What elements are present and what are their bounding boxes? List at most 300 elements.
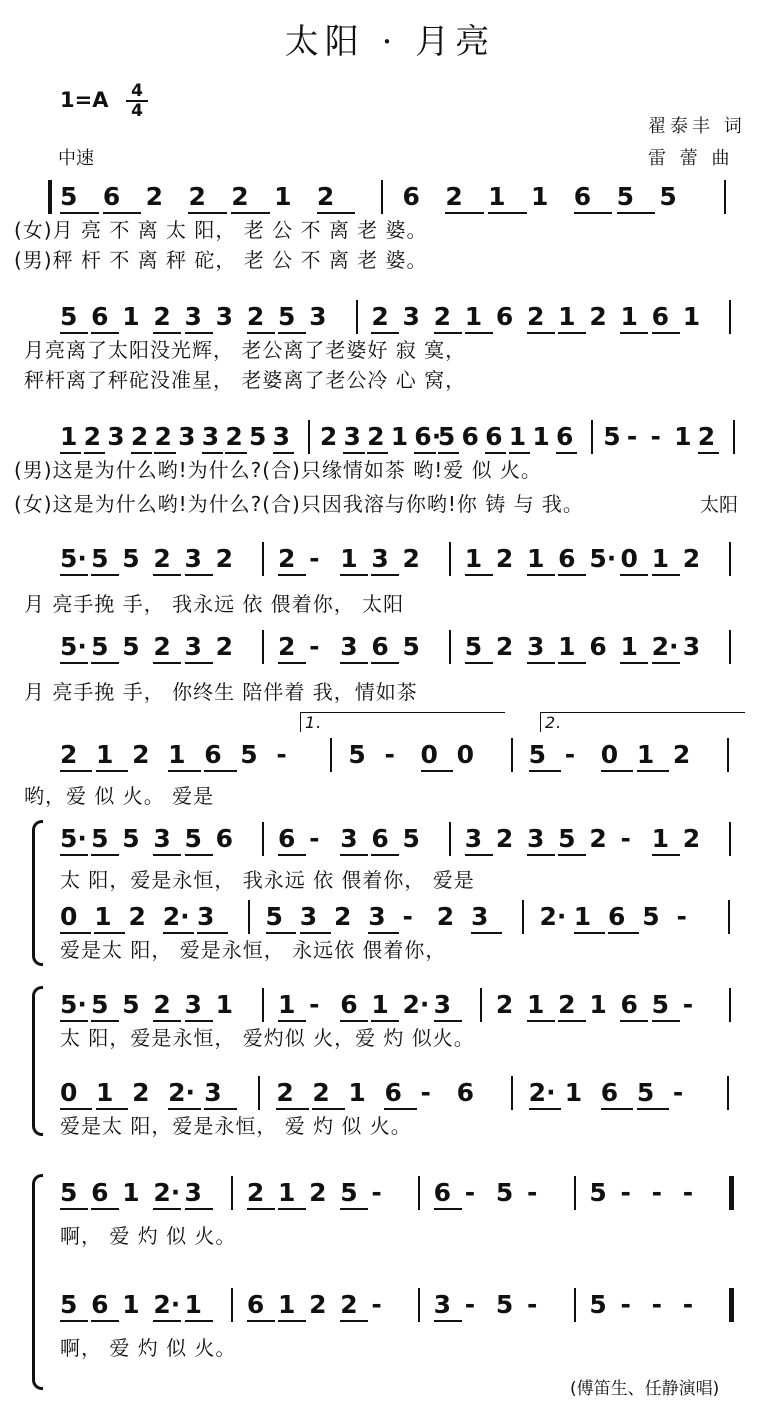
lyric-line: 月亮离了太阳没光辉， 老公离了老婆好 寂 寞， — [24, 338, 467, 362]
note: 3 — [340, 824, 358, 853]
note: 3 — [178, 422, 196, 451]
note: - — [464, 1178, 476, 1207]
note: 1 — [488, 182, 506, 211]
system-brace — [32, 1174, 43, 1390]
note: 2 — [682, 824, 701, 853]
note: 3 — [197, 902, 215, 931]
note: 1 — [674, 422, 692, 451]
bar-line — [308, 420, 310, 454]
song-title: 太阳 · 月亮 — [284, 22, 496, 62]
note: 2 — [132, 740, 150, 769]
beam-underline — [445, 212, 484, 214]
note: 6 — [91, 1178, 109, 1207]
meter-top: 4 — [131, 81, 143, 101]
beam-underline — [204, 770, 236, 772]
beam-underline — [637, 1108, 669, 1110]
note: 3 — [272, 422, 290, 451]
tempo-marking: 中速 — [58, 148, 94, 169]
beam-underline — [527, 662, 555, 664]
note: 6 — [573, 182, 592, 211]
note: 5 — [528, 740, 547, 769]
note: 3 — [184, 544, 202, 573]
beam-underline — [91, 1208, 119, 1210]
note: 2 — [145, 182, 164, 211]
note: - — [676, 902, 687, 931]
note: 3 — [215, 302, 234, 331]
beam-underline — [558, 574, 586, 576]
lyricist-credit: 翟泰丰 词 — [648, 116, 746, 137]
note: 3 — [343, 422, 361, 451]
note: - — [651, 1178, 662, 1207]
bar-line — [574, 1288, 576, 1322]
beam-underline — [60, 1320, 88, 1322]
note: 5 — [122, 824, 140, 853]
note: 5 — [402, 824, 420, 853]
lyric-line: 爱是太 阳，爱是永恒， 爱 灼 似 火。 — [60, 1114, 412, 1138]
note: 5 — [60, 182, 78, 211]
note: 6 — [204, 740, 222, 769]
system-brace — [32, 986, 43, 1136]
note: 6 — [433, 1178, 452, 1207]
note: - — [620, 824, 631, 853]
note: 1 — [371, 990, 389, 1019]
note: - — [672, 1078, 684, 1107]
beam-underline — [652, 574, 680, 576]
note: 1 — [620, 632, 638, 661]
note: 1 — [558, 632, 576, 661]
beam-underline — [558, 1020, 586, 1022]
lyric-line: 秤杆离了秤砣没准星， 老婆离了老公冷 心 窝， — [24, 368, 467, 392]
beam-underline — [185, 662, 213, 664]
beam-underline — [278, 1320, 306, 1322]
note: 2· — [162, 902, 190, 931]
lyric-line: 月 亮手挽 手， 我永远 依 偎着你， 太阳 — [24, 592, 405, 616]
lyric-line: 哟，爱 似 火。 爱是 — [24, 784, 215, 808]
note: 6 — [215, 824, 234, 853]
note: 2 — [445, 182, 463, 211]
note: 5 — [348, 740, 366, 769]
lyric-line: (女)这是为什么哟!为什么?(合)只因我溶与你哟!你 铸 与 我。 — [14, 492, 584, 516]
beam-underline — [185, 1208, 213, 1210]
note: 1 — [184, 1290, 202, 1319]
note: 5 — [402, 632, 420, 661]
note: 2 — [312, 1078, 330, 1107]
beam-underline — [60, 662, 88, 664]
note: 3 — [433, 1290, 452, 1319]
note: 2· — [539, 902, 567, 931]
note: 3 — [402, 302, 420, 331]
note: 2· — [528, 1078, 556, 1107]
note: 5· — [589, 544, 617, 573]
system-brace — [32, 820, 43, 966]
note: 5 — [495, 1178, 514, 1207]
beam-underline — [527, 332, 555, 334]
bar-line — [480, 988, 482, 1022]
note: 5 — [464, 632, 483, 661]
note: 0 — [60, 1078, 78, 1107]
beam-underline — [471, 932, 502, 934]
note: 6 — [620, 990, 638, 1019]
beam-underline — [60, 1208, 88, 1210]
note: 2 — [589, 302, 607, 331]
bar-line — [449, 822, 451, 856]
beam-underline — [637, 770, 669, 772]
note: 6 — [402, 182, 420, 211]
note: 1 — [464, 544, 483, 573]
note: 5 — [60, 1290, 78, 1319]
note: - — [371, 1178, 382, 1207]
bar-line — [381, 180, 383, 214]
note: 2 — [316, 182, 335, 211]
bar-line — [729, 300, 731, 334]
note: 2 — [558, 990, 576, 1019]
beam-underline — [527, 574, 555, 576]
note: 2 — [153, 632, 171, 661]
note: 2 — [672, 740, 691, 769]
note: - — [371, 1290, 382, 1319]
beam-underline — [60, 854, 88, 856]
note: 1 — [340, 544, 358, 573]
note: 6 — [102, 182, 121, 211]
lyric-line: (女)月 亮 不 离 太 阳， 老 公 不 离 老 婆。 — [14, 218, 428, 242]
note: - — [527, 1178, 538, 1207]
note: 6 — [91, 1290, 109, 1319]
note: 2 — [246, 302, 265, 331]
note: 3 — [371, 544, 389, 573]
beam-underline — [558, 854, 586, 856]
note: 6 — [340, 990, 358, 1019]
note: 3 — [204, 1078, 222, 1107]
note: - — [682, 1290, 694, 1319]
note: 5 — [636, 1078, 655, 1107]
note: - — [620, 1178, 631, 1207]
bar-line — [418, 1288, 420, 1322]
note: 2 — [334, 902, 352, 931]
beam-underline — [574, 932, 605, 934]
note: - — [620, 1290, 631, 1319]
note: - — [464, 1290, 476, 1319]
note: 6 — [371, 824, 389, 853]
note: 5 — [603, 422, 621, 451]
note: 3 — [299, 902, 318, 931]
note: 2 — [154, 422, 172, 451]
note: 2 — [309, 1178, 327, 1207]
note: 5 — [340, 1178, 358, 1207]
bar-line — [330, 738, 332, 772]
note: 2 — [682, 544, 701, 573]
note: 2 — [128, 902, 146, 931]
note: 2 — [495, 990, 514, 1019]
bar-line — [729, 988, 731, 1022]
bar-line — [262, 630, 264, 664]
note: 2 — [436, 902, 455, 931]
beam-underline — [278, 662, 306, 664]
note: 6 — [556, 422, 574, 451]
beam-underline — [620, 1020, 648, 1022]
note: 2 — [309, 1290, 327, 1319]
beam-underline — [96, 770, 128, 772]
bar-line — [522, 900, 524, 934]
beam-underline — [60, 574, 88, 576]
note: 5 — [122, 544, 140, 573]
beam-underline — [465, 332, 493, 334]
note: 6 — [456, 1078, 474, 1107]
note: 1 — [277, 1290, 296, 1319]
note: 6· — [414, 422, 442, 451]
note: 3 — [107, 422, 125, 451]
note: 2 — [231, 182, 249, 211]
meter-bottom: 4 — [126, 100, 148, 120]
note: 1 — [96, 1078, 114, 1107]
note: 5 — [437, 422, 456, 451]
note: 2 — [697, 422, 716, 451]
note: 6 — [495, 302, 514, 331]
note: 1 — [96, 740, 114, 769]
note: 5 — [91, 544, 109, 573]
bar-line — [511, 1076, 513, 1110]
beam-underline — [247, 1320, 275, 1322]
note: 3 — [464, 824, 483, 853]
note: - — [309, 990, 320, 1019]
note: 5 — [60, 302, 78, 331]
beam-underline — [558, 332, 586, 334]
note: 2· — [168, 1078, 196, 1107]
note: 1 — [277, 990, 296, 1019]
note: 3 — [433, 990, 452, 1019]
bar-line — [511, 738, 513, 772]
note: 1 — [527, 544, 545, 573]
lyric-line: 啊， 爱 灼 似 火。 — [60, 1224, 237, 1248]
note: 1 — [527, 990, 545, 1019]
bar-line — [591, 420, 593, 454]
beam-underline — [371, 854, 399, 856]
beam-underline — [91, 574, 119, 576]
note: 3 — [682, 632, 701, 661]
note: - — [682, 1178, 694, 1207]
note: 1 — [60, 422, 78, 451]
note: - — [564, 740, 576, 769]
beam-underline — [434, 1208, 462, 1210]
bar-line — [231, 1176, 233, 1210]
note: - — [527, 1290, 538, 1319]
note: - — [276, 740, 287, 769]
beam-underline — [434, 1320, 462, 1322]
beam-underline — [340, 1208, 368, 1210]
note: 3 — [184, 632, 202, 661]
note: 2 — [83, 422, 102, 451]
note: 0 — [456, 740, 474, 769]
beam-underline — [153, 854, 181, 856]
note: 2· — [651, 632, 679, 661]
beam-underline — [340, 854, 368, 856]
note: 2 — [153, 990, 171, 1019]
note: 5 — [265, 902, 283, 931]
beam-underline — [153, 574, 181, 576]
time-signature — [126, 82, 148, 120]
beam-underline — [620, 662, 648, 664]
key-signature: 1=A — [60, 88, 109, 112]
note: 5 — [616, 182, 634, 211]
bar-line — [729, 630, 731, 664]
beam-underline — [529, 770, 561, 772]
beam-underline — [60, 770, 92, 772]
note: 0 — [60, 902, 78, 931]
note: 2 — [371, 302, 389, 331]
note: 2 — [225, 422, 243, 451]
note: 1 — [94, 902, 112, 931]
note: 6 — [384, 1078, 402, 1107]
beam-underline — [278, 1208, 306, 1210]
note: 2 — [367, 422, 385, 451]
note: 5· — [60, 990, 87, 1019]
note: 3 — [471, 902, 489, 931]
note: 6 — [558, 544, 576, 573]
note: 2 — [589, 824, 607, 853]
note: 5 — [122, 990, 140, 1019]
note: 0 — [420, 740, 438, 769]
lyric-line: (男)这是为什么哟!为什么?(合)只缘情如茶 哟!爱 似 火。 — [14, 458, 542, 482]
beam-underline — [340, 662, 368, 664]
beam-underline — [340, 1320, 368, 1322]
bar-line — [574, 1176, 576, 1210]
note: 0 — [600, 740, 619, 769]
bar-line — [449, 542, 451, 576]
beam-underline — [465, 662, 493, 664]
note: 2 — [132, 1078, 150, 1107]
bar-line — [729, 542, 731, 576]
note: 1 — [508, 422, 527, 451]
note: 6 — [246, 1290, 265, 1319]
note: 2 — [527, 302, 545, 331]
beam-underline — [421, 770, 453, 772]
note: 2 — [402, 544, 420, 573]
note: 6 — [485, 422, 503, 451]
beam-underline — [527, 854, 555, 856]
note: 3 — [527, 632, 545, 661]
note: 1 — [122, 1290, 140, 1319]
note: 2 — [130, 422, 149, 451]
bar-line — [258, 1076, 260, 1110]
note: 1 — [532, 422, 550, 451]
bar-line — [729, 1288, 734, 1322]
beam-underline — [529, 1108, 561, 1110]
bar-line — [727, 1076, 729, 1110]
bar-line — [729, 822, 731, 856]
lyric-line: 太 阳，爱是永恒， 我永远 依 偎着你， 爱是 — [60, 868, 475, 892]
beam-underline — [465, 854, 493, 856]
note: 1 — [215, 990, 234, 1019]
note: - — [651, 1290, 662, 1319]
note: 3 — [340, 632, 358, 661]
beam-underline — [91, 854, 119, 856]
note: 5 — [642, 902, 660, 931]
volta-bracket: 1. — [300, 712, 505, 732]
note: 3 — [368, 902, 386, 931]
note: - — [626, 422, 638, 451]
beam-underline — [91, 1320, 119, 1322]
note: 2 — [215, 632, 234, 661]
lyric-line: 月 亮手挽 手， 你终生 陪伴着 我，情如茶 — [24, 680, 418, 704]
note: 5 — [122, 632, 140, 661]
note: 3 — [309, 302, 327, 331]
beam-underline — [247, 1208, 275, 1210]
note: 1 — [558, 302, 576, 331]
beam-underline — [652, 332, 680, 334]
note: 5 — [589, 1290, 607, 1319]
note: 1 — [122, 302, 140, 331]
note: 5 — [651, 990, 669, 1019]
note: 1 — [620, 302, 638, 331]
note: 2· — [402, 990, 430, 1019]
beam-underline — [153, 1320, 181, 1322]
beam-underline — [340, 574, 368, 576]
beam-underline — [278, 574, 306, 576]
note: 1 — [274, 182, 292, 211]
bar-line — [356, 300, 358, 334]
beam-underline — [620, 332, 648, 334]
note: 5 — [240, 740, 258, 769]
note: 2 — [60, 740, 78, 769]
note: 5 — [184, 824, 202, 853]
note: 1 — [277, 1178, 296, 1207]
bar-line — [733, 420, 735, 454]
note: 2 — [153, 302, 171, 331]
note: 5· — [60, 824, 87, 853]
note: 6 — [651, 302, 669, 331]
beam-underline — [153, 1208, 181, 1210]
beam-underline — [371, 574, 399, 576]
note: 2 — [276, 1078, 294, 1107]
note: 5 — [60, 1178, 78, 1207]
beam-underline — [488, 212, 527, 214]
beam-underline — [185, 854, 213, 856]
note: 3 — [527, 824, 545, 853]
note: - — [309, 824, 320, 853]
beam-underline — [558, 662, 586, 664]
lyric-line: 爱是太 阳， 爱是永恒， 永远依 偎着你， — [60, 938, 447, 962]
note: 3 — [184, 302, 202, 331]
note: 1 — [651, 544, 669, 573]
note: 1 — [564, 1078, 583, 1107]
note: 1 — [530, 182, 549, 211]
note: 1 — [122, 1178, 140, 1207]
note: - — [650, 422, 661, 451]
side-lyric: 太阳 — [700, 494, 739, 516]
note: - — [309, 632, 320, 661]
note: 5· — [60, 544, 87, 573]
bar-line — [729, 1176, 734, 1210]
bar-line — [262, 542, 264, 576]
note: 6 — [589, 632, 607, 661]
note: 2 — [495, 544, 514, 573]
note: 2 — [246, 1178, 265, 1207]
note: 5 — [589, 1178, 607, 1207]
note: 5 — [248, 422, 267, 451]
note: - — [384, 740, 395, 769]
bar-line — [449, 630, 451, 664]
note: 1 — [651, 824, 669, 853]
note: 1 — [589, 990, 607, 1019]
note: 5 — [91, 990, 109, 1019]
note: 6 — [600, 1078, 619, 1107]
note: 1 — [464, 302, 483, 331]
note: 1 — [348, 1078, 366, 1107]
beam-underline — [652, 854, 680, 856]
bar-line — [418, 1176, 420, 1210]
note: 2 — [495, 824, 514, 853]
beam-underline — [698, 452, 719, 454]
note: 6 — [371, 632, 389, 661]
